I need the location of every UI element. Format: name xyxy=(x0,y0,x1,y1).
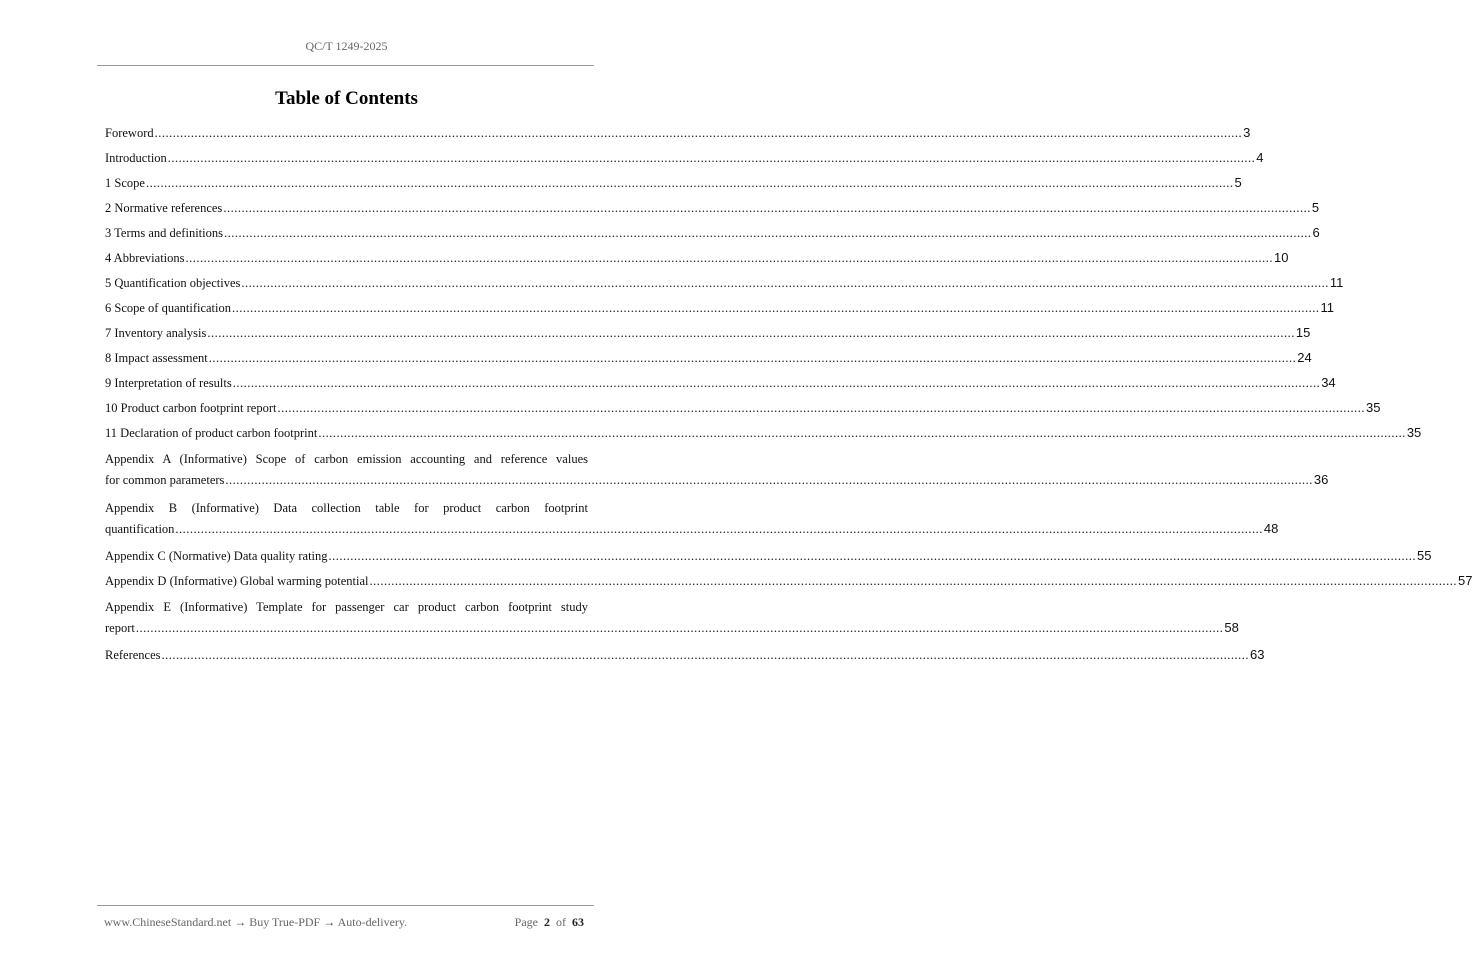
header-divider xyxy=(97,65,594,66)
toc-entry-label-line1: Appendix A (Informative) Scope of carbon emission accounting and reference values xyxy=(105,452,588,466)
toc-entry-label: 10 Product carbon footprint report xyxy=(105,401,277,415)
footer-promo xyxy=(104,915,407,930)
toc-entry-label: References xyxy=(105,648,161,662)
buy-pdf-link[interactable]: Buy True-PDF xyxy=(249,915,321,929)
dot-leader: ............................................................................................................................................................................................................................................................................................................ xyxy=(223,201,1311,215)
page-title: Table of Contents xyxy=(275,88,418,109)
toc-entry-page: 63 xyxy=(1250,647,1265,662)
site-link[interactable]: www.ChineseStandard.net xyxy=(104,915,232,929)
toc-entry-label: 3 Terms and definitions xyxy=(105,226,223,240)
toc-entry-label: 11 Declaration of product carbon footprint xyxy=(105,426,318,440)
dot-leader: ............................................................................................................................................................................................................................................................................................................ xyxy=(135,621,1224,635)
toc-entry-label: Appendix C (Normative) Data quality rating xyxy=(105,549,328,563)
toc-entry-label-line1: Appendix E (Informative) Template for passenger car product carbon footprint study xyxy=(105,600,588,614)
toc-entry-label: Introduction xyxy=(105,151,167,165)
table-of-contents xyxy=(105,120,1472,667)
dot-leader: ............................................................................................................................................................................................................................................................................................................ xyxy=(277,401,1365,415)
dot-leader: ............................................................................................................................................................................................................................................................................................................ xyxy=(232,301,1320,315)
toc-entry-page: 55 xyxy=(1417,548,1432,563)
dot-leader: ............................................................................................................................................................................................................................................................................................................ xyxy=(328,549,1417,563)
footer-divider xyxy=(97,905,594,906)
dot-leader: ............................................................................................................................................................................................................................................................................................................ xyxy=(185,251,1274,265)
dot-leader: ............................................................................................................................................................................................................................................................................................................ xyxy=(225,473,1313,487)
total-pages: 63 xyxy=(572,915,584,929)
toc-entry-page: 5 xyxy=(1234,175,1242,190)
toc-entry-page: 34 xyxy=(1321,375,1336,390)
toc-entry[interactable] xyxy=(105,320,1311,345)
toc-entry[interactable] xyxy=(105,345,1312,370)
current-page-number: 2 xyxy=(544,915,550,929)
toc-entry-page: 6 xyxy=(1312,225,1320,240)
page-word: Page xyxy=(514,915,538,929)
arrow-right-icon: → xyxy=(234,915,247,929)
toc-entry-page: 35 xyxy=(1365,400,1381,415)
toc-entry-label: 7 Inventory analysis xyxy=(105,326,207,340)
toc-entry-page: 58 xyxy=(1224,620,1239,635)
toc-entry-page: 24 xyxy=(1297,350,1312,365)
toc-entry-label: Appendix D (Informative) Global warming potential xyxy=(105,574,369,588)
dot-leader: ............................................................................................................................................................................................................................................................................................................ xyxy=(154,126,1243,140)
dot-leader: ............................................................................................................................................................................................................................................................................................................ xyxy=(145,176,1234,190)
page-indicator xyxy=(515,915,584,930)
toc-entry[interactable] xyxy=(105,420,1422,445)
toc-entry-page: 3 xyxy=(1243,125,1251,140)
toc-entry-label: 1 Scope xyxy=(105,176,145,190)
running-header: QC/T 1249-2025 xyxy=(305,39,388,53)
toc-entry-page: 57 xyxy=(1457,573,1472,588)
toc-entry-page: 35 xyxy=(1406,425,1422,440)
toc-entry[interactable] xyxy=(105,195,1320,220)
toc-entry-page: 48 xyxy=(1263,521,1279,536)
toc-entry-multiline[interactable] xyxy=(105,494,1279,539)
toc-entry-multiline[interactable] xyxy=(105,593,1239,638)
toc-entry-page: 15 xyxy=(1295,325,1311,340)
toc-entry-label: 8 Impact assessment xyxy=(105,351,208,365)
dot-leader: ............................................................................................................................................................................................................................................................................................................ xyxy=(241,276,1329,290)
toc-entry-page: 36 xyxy=(1313,472,1329,487)
dot-leader: ............................................................................................................................................................................................................................................................................................................ xyxy=(369,574,1457,588)
toc-entry[interactable] xyxy=(105,543,1432,568)
toc-entry-label: 4 Abbreviations xyxy=(105,251,185,265)
arrow-right-icon: → xyxy=(323,915,336,929)
toc-entry[interactable] xyxy=(105,568,1472,593)
toc-entry[interactable] xyxy=(105,295,1335,320)
dot-leader: ............................................................................................................................................................................................................................................................................................................ xyxy=(207,326,1295,340)
dot-leader: ............................................................................................................................................................................................................................................................................................................ xyxy=(175,522,1263,536)
toc-entry[interactable] xyxy=(105,395,1381,420)
toc-entry-label: 6 Scope of quantification xyxy=(105,301,232,315)
dot-leader: ............................................................................................................................................................................................................................................................................................................ xyxy=(161,648,1250,662)
of-word: of xyxy=(556,915,566,929)
dot-leader: ............................................................................................................................................................................................................................................................................................................ xyxy=(167,151,1256,165)
toc-entry[interactable] xyxy=(105,145,1264,170)
toc-entry[interactable] xyxy=(105,120,1251,145)
toc-entry-page: 10 xyxy=(1274,250,1289,265)
toc-entry-label: 2 Normative references xyxy=(105,201,223,215)
toc-entry[interactable] xyxy=(105,245,1289,270)
toc-entry-page: 11 xyxy=(1320,300,1335,315)
toc-entry[interactable] xyxy=(105,642,1265,667)
toc-entry-page: 5 xyxy=(1311,200,1320,215)
toc-entry-label-line2: for common parameters xyxy=(105,473,225,487)
toc-entry[interactable] xyxy=(105,270,1344,295)
toc-entry-label: 9 Interpretation of results xyxy=(105,376,232,390)
toc-entry[interactable] xyxy=(105,220,1320,245)
toc-entry-page: 11 xyxy=(1329,275,1344,290)
dot-leader: ............................................................................................................................................................................................................................................................................................................ xyxy=(208,351,1297,365)
toc-entry-label-line2: quantification xyxy=(105,522,175,536)
toc-entry[interactable] xyxy=(105,170,1242,195)
toc-entry-label-line1: Appendix B (Informative) Data collection table for product carbon footprint xyxy=(105,501,588,515)
toc-entry-page: 4 xyxy=(1256,150,1264,165)
dot-leader: ............................................................................................................................................................................................................................................................................................................ xyxy=(232,376,1321,390)
toc-entry-multiline[interactable] xyxy=(105,445,1329,490)
toc-entry-label: 5 Quantification objectives xyxy=(105,276,241,290)
toc-entry[interactable] xyxy=(105,370,1336,395)
toc-entry-label: Foreword xyxy=(105,126,154,140)
auto-delivery-text: Auto-delivery. xyxy=(337,915,408,929)
toc-entry-label-line2: report xyxy=(105,621,135,635)
dot-leader: ............................................................................................................................................................................................................................................................................................................ xyxy=(318,426,1406,440)
dot-leader: ............................................................................................................................................................................................................................................................................................................ xyxy=(223,226,1312,240)
